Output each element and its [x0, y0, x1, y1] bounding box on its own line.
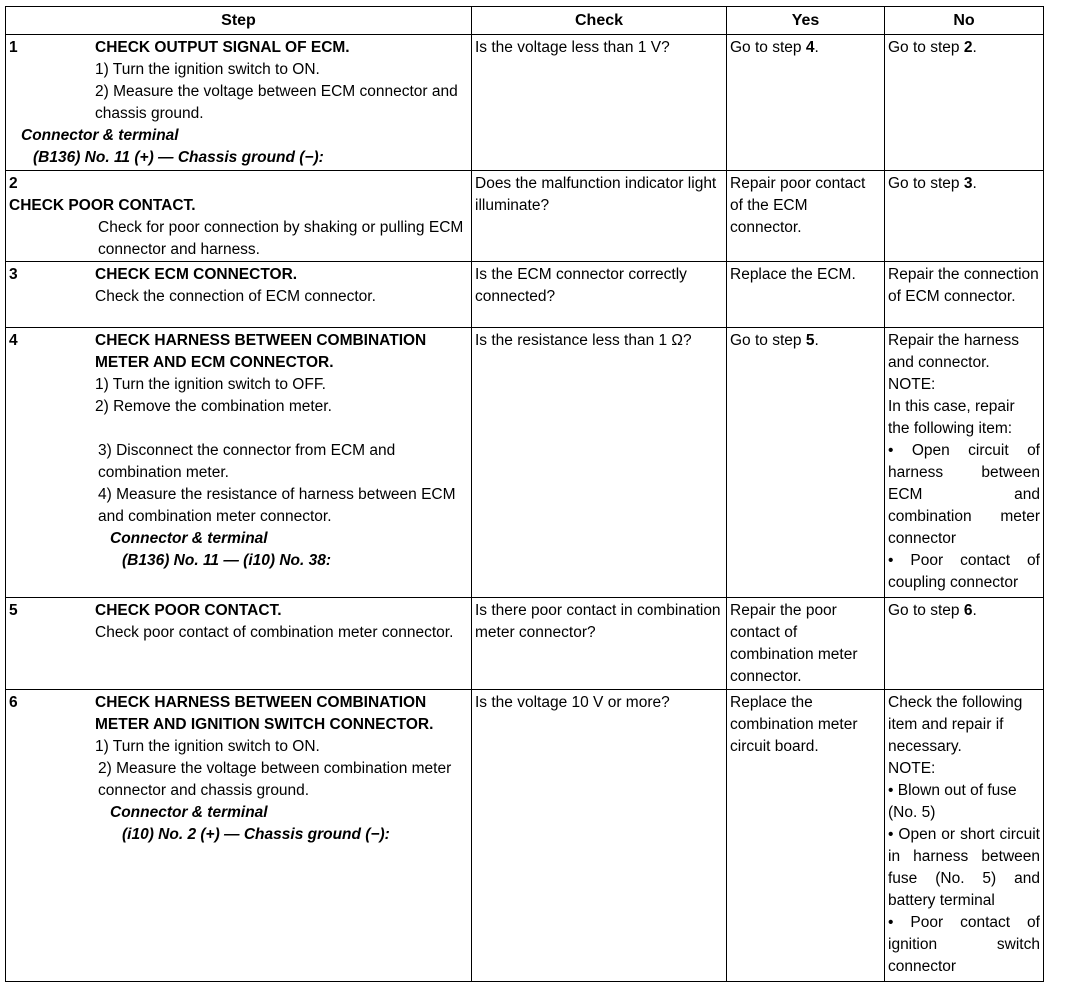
step-cell: [6, 328, 472, 598]
no-punct: .: [972, 175, 977, 192]
yes-cell: Replace the ECM.: [727, 262, 885, 328]
note-bullet: • Open circuit of harness between ECM and combination meter connector: [888, 442, 1040, 547]
connector-terminal: (i10) No. 2 (+) — Chassis ground (−):: [122, 826, 390, 843]
table-row: [6, 262, 1044, 328]
note-bullet: • Poor contact of ignition switch connector: [888, 914, 1040, 975]
table-row: [6, 328, 1044, 598]
no-punct: .: [972, 602, 977, 619]
yes-text: Go to step: [730, 332, 806, 349]
yes-cell: Repair poor contact of the ECM connector.: [727, 171, 885, 262]
no-cell: [885, 690, 1044, 982]
step-instruction: 4) Measure the resistance of harness between ECM and combination meter connector.: [98, 486, 456, 525]
step-instruction: 1) Turn the ignition switch to ON.: [95, 61, 320, 78]
note-bullet: • Poor contact of coupling connector: [888, 552, 1040, 591]
no-step-ref: 2: [963, 39, 973, 56]
step-instruction: 1) Turn the ignition switch to ON.: [95, 738, 320, 755]
table-row: [6, 35, 1044, 171]
no-cell: [885, 598, 1044, 690]
no-text: Check the following item and repair if necessary.: [888, 694, 1023, 755]
no-cell: [885, 328, 1044, 598]
step-number: 2: [9, 175, 18, 192]
header-no: No: [885, 7, 1044, 35]
no-cell: [885, 171, 1044, 262]
yes-step-ref: 5: [805, 332, 815, 349]
yes-punct: .: [814, 39, 819, 56]
step-instruction: 2) Measure the voltage between ECM connector and chassis ground.: [95, 83, 458, 122]
no-text: Go to step: [888, 602, 964, 619]
connector-label: Connector & terminal: [110, 530, 268, 547]
step-cell: [6, 690, 472, 982]
step-number: 6: [9, 694, 18, 711]
table-row: [6, 690, 1044, 982]
step-number: 1: [9, 39, 18, 56]
step-instruction: 3) Disconnect the connector from ECM and combination meter.: [98, 442, 396, 481]
connector-terminal: (B136) No. 11 — (i10) No. 38:: [122, 552, 332, 569]
note-text: In this case, repair the following item:: [888, 398, 1015, 437]
yes-text: Go to step: [730, 39, 806, 56]
step-title: CHECK POOR CONTACT.: [9, 197, 196, 214]
note-label: NOTE:: [888, 376, 936, 393]
step-instruction: 2) Measure the voltage between combination meter connector and chassis ground.: [98, 760, 452, 799]
step-cell: [6, 262, 472, 328]
step-title: CHECK OUTPUT SIGNAL OF ECM.: [95, 39, 350, 56]
no-text: Repair the harness and connector.: [888, 332, 1019, 371]
step-title: CHECK ECM CONNECTOR.: [95, 266, 298, 283]
no-text: Go to step: [888, 39, 964, 56]
step-title: CHECK HARNESS BETWEEN COMBINATION METER AND ECM CONNECTOR.: [95, 332, 427, 371]
yes-cell: [727, 328, 885, 598]
step-title: CHECK HARNESS BETWEEN COMBINATION METER AND IGNITION SWITCH CONNECTOR.: [95, 694, 434, 733]
step-number: 5: [9, 602, 18, 619]
connector-label: Connector & terminal: [21, 127, 179, 144]
no-cell: Repair the connection of ECM connector.: [885, 262, 1044, 328]
step-cell: [6, 598, 472, 690]
yes-punct: .: [814, 332, 819, 349]
header-yes: Yes: [727, 7, 885, 35]
note-bullet: • Blown out of fuse (No. 5): [888, 782, 1017, 821]
check-cell: Is the voltage less than 1 V?: [472, 35, 727, 171]
step-instruction: Check for poor connection by shaking or pulling ECM connector and harness.: [98, 219, 464, 258]
step-cell: [6, 35, 472, 171]
no-step-ref: 6: [963, 602, 973, 619]
connector-terminal: (B136) No. 11 (+) — Chassis ground (−):: [33, 149, 324, 166]
check-cell: Is there poor contact in combination meter connector?: [472, 598, 727, 690]
no-punct: .: [972, 39, 977, 56]
table-row: [6, 598, 1044, 690]
header-check: Check: [472, 7, 727, 35]
yes-cell: Repair the poor contact of combination meter connector.: [727, 598, 885, 690]
check-cell: Is the ECM connector correctly connected?: [472, 262, 727, 328]
note-label: NOTE:: [888, 760, 936, 777]
step-instruction: 1) Turn the ignition switch to OFF.: [95, 376, 326, 393]
step-number: 4: [9, 332, 18, 349]
yes-cell: Replace the combination meter circuit board.: [727, 690, 885, 982]
no-text: Go to step: [888, 175, 964, 192]
check-cell: Is the voltage 10 V or more?: [472, 690, 727, 982]
yes-cell: [727, 35, 885, 171]
header-row: [6, 7, 1044, 35]
step-number: 3: [9, 266, 18, 283]
diagnostic-table: [5, 6, 1044, 982]
step-title: CHECK POOR CONTACT.: [95, 602, 282, 619]
step-cell: [6, 171, 472, 262]
check-cell: Does the malfunction indicator light illuminate?: [472, 171, 727, 262]
yes-step-ref: 4: [805, 39, 815, 56]
step-instruction: Check poor contact of combination meter connector.: [95, 624, 454, 641]
table-row: [6, 171, 1044, 262]
no-step-ref: 3: [963, 175, 973, 192]
step-instruction: 2) Remove the combination meter.: [95, 398, 332, 415]
step-instruction: Check the connection of ECM connector.: [95, 288, 376, 305]
note-bullet: • Open or short circuit in harness between fuse (No. 5) and battery terminal: [888, 826, 1040, 909]
no-cell: [885, 35, 1044, 171]
check-cell: Is the resistance less than 1 Ω?: [472, 328, 727, 598]
header-step: Step: [6, 7, 472, 35]
connector-label: Connector & terminal: [110, 804, 268, 821]
